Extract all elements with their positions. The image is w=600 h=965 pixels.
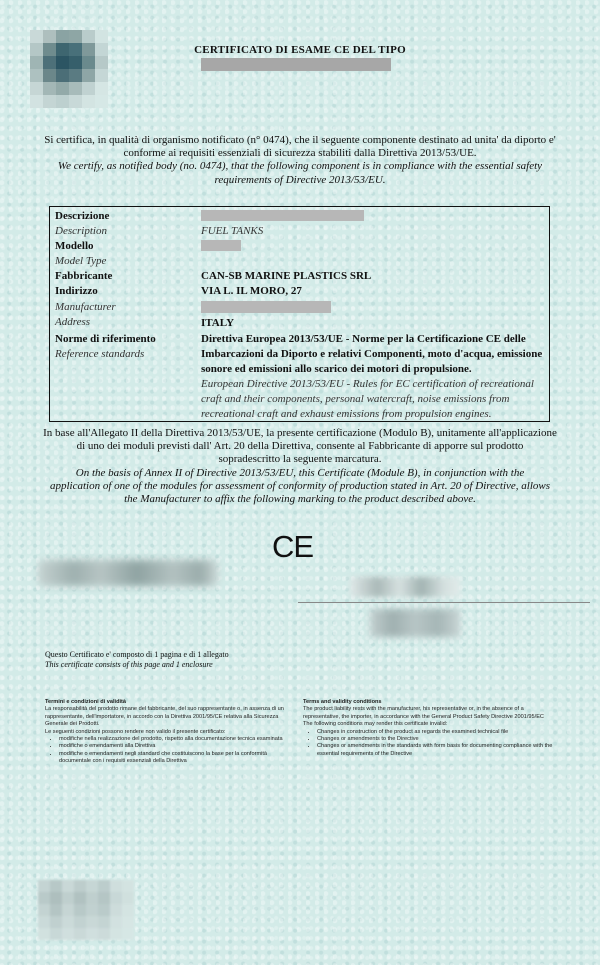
terms-en-p1: The product liability rests with the manufacturer, his representative or, in the absence of a representative, the importer, in accordance with the General Product Safety Directive 2001/95/EC: [303, 706, 544, 720]
fabbricante-value: CAN-SB MARINE PLASTICS SRL: [201, 270, 372, 282]
norme-en-line-3: recreational craft and exhaust emissions from propulsion engines.: [201, 408, 492, 420]
blurred-signatory-name: [370, 609, 460, 637]
enclosure-note: [45, 650, 229, 670]
terms-en-title: Terms and validity conditions: [303, 699, 382, 705]
manufacturer-label: Manufacturer: [55, 301, 116, 313]
fabbricante-label: Fabbricante: [55, 270, 113, 282]
blurred-signature-right: [350, 577, 460, 597]
redacted-model: [201, 240, 241, 251]
terms-english: [303, 699, 553, 758]
norme-label: Norme di riferimento: [55, 333, 156, 345]
intro-statement: [40, 134, 560, 187]
reference-standards-label: Reference standards: [55, 348, 145, 360]
norme-en-line-2: craft and their components, personal watercraft, noise emissions from: [201, 393, 510, 405]
model-type-label: Model Type: [55, 255, 107, 267]
terms-en-bullet-2: • Changes or amendments to the Directive: [317, 736, 553, 743]
annex-en-line-2: application of one of the modules for assessment of conformity of production stated in Art. 20 of Directive, allows: [49, 479, 551, 492]
norme-en-line-1: European Directive 2013/53/EU - Rules for EC certification of recreational: [201, 378, 534, 390]
enclosure-it: Questo Certificato e' composto di 1 pagina e di 1 allegato: [45, 650, 229, 659]
intro-english: We certify, as notified body (no. 0474), that the following component is in compliance with the essential safety requirements of Directive 2013/53/EU.: [57, 160, 543, 186]
terms-it-p2: Le seguenti condizioni possono rendere non valido il presente certificato:: [45, 728, 226, 735]
terms-it-bullet-3: • modifiche o emendamenti negli standard che costituiscono la base per la conformità documentale con i requisiti essenziali della Direttiva: [59, 751, 295, 766]
terms-it-bullet-2: • modifiche o emendamenti alla Direttiva: [59, 743, 295, 750]
terms-it-p1: La responsabilità del prodotto rimane del fabbricante, del suo rappresentante o, in assenza di un rappresentante, dell'importatore, in accordo con la Direttiva 2001/95/CE relativa alla Sicurezza Generale dei Prodotti.: [45, 706, 284, 728]
enclosure-en: This certificate consists of this page and 1 enclosure: [45, 660, 213, 669]
annex-it-line-3: sopradescritto la seguente marcatura.: [218, 453, 382, 466]
annex-it-line-1: In base all'Allegato II della Direttiva 2013/53/UE, la presente certificazione (Modulo B), unitamente all'applicazione: [43, 427, 557, 439]
redacted-city: [201, 301, 331, 313]
norme-it-line-2: Imbarcazioni da Diporto e relativi Componenti, moto d'acqua, emissione: [201, 348, 543, 360]
redacted-description-it: [201, 210, 364, 221]
ce-mark: CE: [272, 529, 314, 564]
terms-en-p2: The following conditions may render this certificate invalid:: [303, 721, 448, 728]
notified-body-logo: [30, 30, 108, 108]
address-label: Address: [55, 316, 91, 328]
annex-en-line-3: the Manufacturer to affix the following marking to the product described above.: [124, 493, 476, 506]
product-details-box: [49, 206, 550, 422]
annex-statement: [20, 427, 580, 506]
norme-it-line-1: Direttiva Europea 2013/53/UE - Norme per la Certificazione CE delle: [201, 333, 526, 345]
terms-en-bullet-3: • Changes or amendments in the standards with form basis for documenting compliance with the essential requirements of the Directive: [317, 743, 553, 758]
indirizzo-label: Indirizzo: [55, 285, 98, 297]
signature-line: [298, 602, 590, 603]
norme-it-line-3: sonore ed emissioni allo scarico dei motori di propulsione.: [201, 363, 472, 375]
terms-en-bullet-1: • Changes in construction of the product as regards the examined technical file: [317, 729, 553, 736]
country-value: ITALY: [201, 317, 235, 329]
descrizione-label: Descrizione: [55, 210, 110, 222]
terms-it-bullet-1: • modifiche nella realizzazione del prodotto, rispetto alla documentazione tecnica esaminata: [59, 736, 295, 743]
blurred-signature-left: [38, 560, 218, 586]
annex-en-line-1: On the basis of Annex II of Directive 2013/53/EU, this Certificate (Module B), in conjunction with the: [75, 466, 525, 479]
description-value: FUEL TANKS: [201, 225, 264, 237]
intro-italian: Si certifica, in qualità di organismo notificato (n° 0474), che il seguente componente destinato ad unita' da diporto e' conforme ai requisiti essenziali di sicurezza stabiliti dalla Direttiva 2013/53/UE.: [44, 134, 556, 160]
terms-it-title: Termini e condizioni di validità: [45, 699, 127, 705]
terms-italian: [45, 699, 295, 766]
description-label: Description: [55, 225, 107, 237]
certificate-title: CERTIFICATO DI ESAME CE DEL TIPO: [194, 44, 406, 56]
blurred-stamp: [38, 880, 134, 940]
annex-it-line-2: di uno dei moduli previsti dall' Art. 20 della Direttiva, consente al Fabbricante di apporre sul prodotto: [76, 440, 524, 453]
redacted-certificate-number: [201, 58, 391, 71]
indirizzo-value: VIA L. IL MORO, 27: [201, 285, 302, 297]
modello-label: Modello: [55, 240, 94, 252]
